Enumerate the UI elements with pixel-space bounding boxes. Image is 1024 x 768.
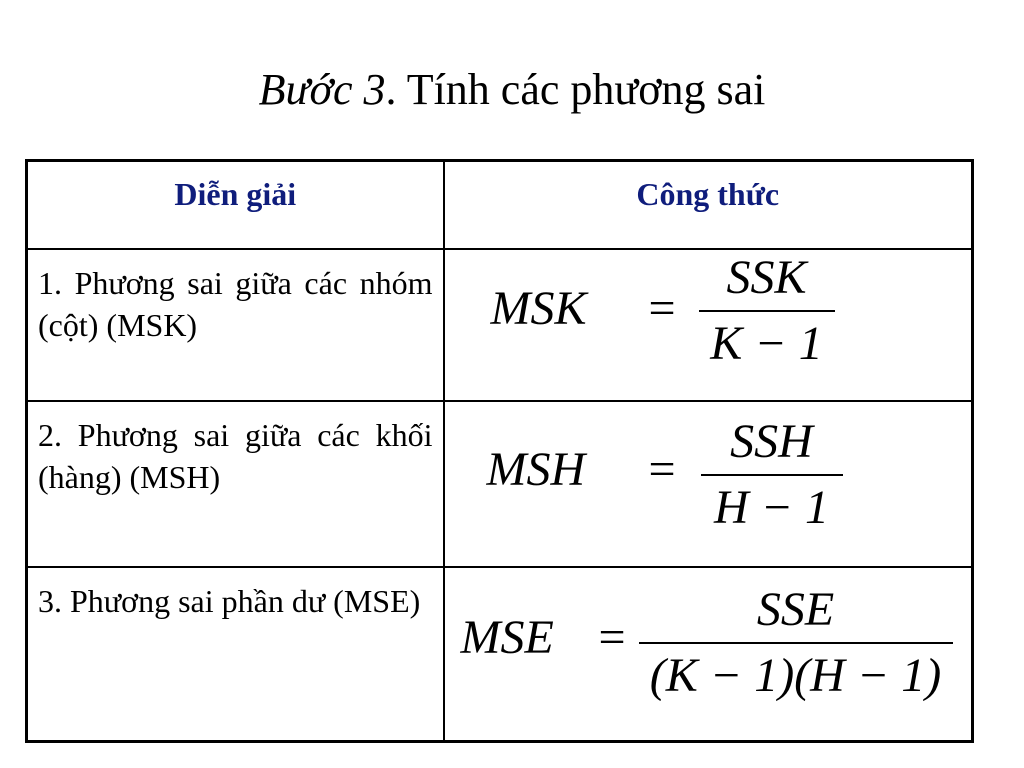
formula-fraction: [639, 582, 953, 704]
title-text: . Tính các phương sai: [385, 65, 766, 114]
table-row: [27, 249, 973, 401]
row-formula: [444, 249, 973, 401]
slide-title: [0, 62, 1024, 118]
formula-lhs: MSE: [460, 611, 554, 664]
fraction-bar: [701, 474, 843, 476]
variance-table: [25, 159, 974, 743]
formula-lhs: MSK: [490, 282, 587, 335]
formula-denominator: H − 1: [713, 481, 830, 534]
formula-lhs: MSH: [486, 443, 586, 496]
fraction-bar: [639, 642, 953, 644]
formula-fraction: [699, 250, 835, 372]
formula-equals: =: [648, 443, 676, 496]
formula-fraction: [701, 414, 843, 536]
formula-numerator: SSE: [756, 583, 835, 636]
row-formula: [444, 567, 973, 742]
formula-numerator: SSK: [726, 251, 807, 304]
row-description: 2. Phương sai giữa các khối (hàng) (MSH): [27, 401, 444, 567]
header-formula: Công thức: [444, 161, 973, 250]
row-description: 3. Phương sai phần dư (MSE): [27, 567, 444, 742]
formula-equals: =: [648, 282, 676, 335]
title-step: Bước 3: [258, 65, 386, 114]
formula-denominator: K − 1: [710, 317, 823, 370]
header-description: Diễn giải: [27, 161, 444, 250]
table-row: [27, 567, 973, 742]
formula-denominator: (K − 1)(H − 1): [649, 649, 942, 702]
formula-numerator: SSH: [730, 415, 813, 468]
fraction-bar: [699, 310, 835, 312]
row-description: 1. Phương sai giữa các nhóm (cột) (MSK): [27, 249, 444, 401]
formula-equals: =: [598, 611, 626, 664]
row-formula: [444, 401, 973, 567]
table-row: [27, 401, 973, 567]
table-header-row: [27, 161, 973, 250]
